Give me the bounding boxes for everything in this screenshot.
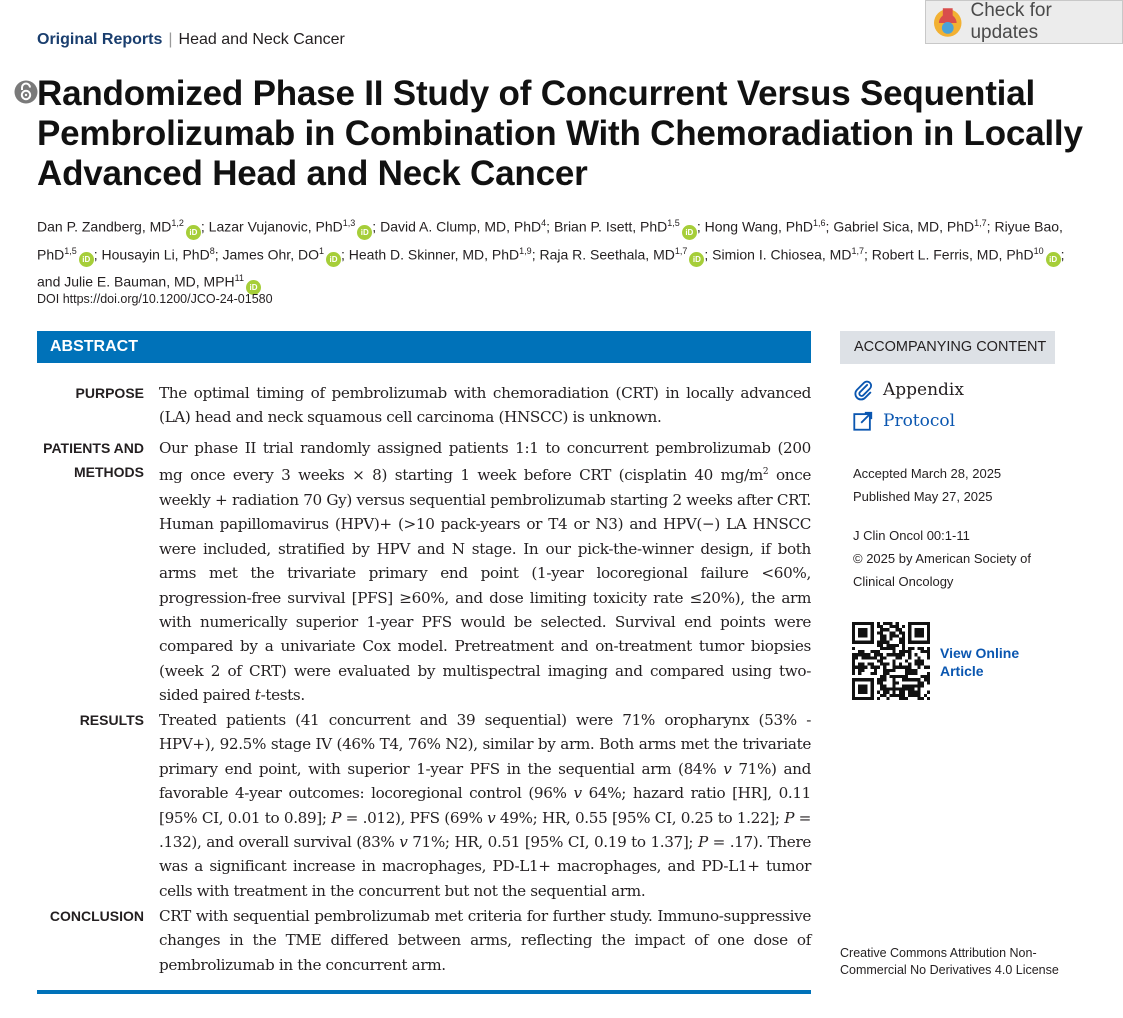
author-separator: ; bbox=[696, 218, 705, 235]
section-label[interactable]: Original Reports bbox=[37, 31, 163, 48]
author-name[interactable]: Brian P. Isett, PhD bbox=[553, 218, 668, 235]
header-separator: | bbox=[168, 31, 173, 48]
external-link-icon bbox=[852, 410, 874, 432]
author-separator: ; bbox=[546, 218, 554, 235]
author-affiliation: 1,2 bbox=[171, 218, 184, 228]
results-text: Treated patients (41 concurrent and 39 sequential) were 71% oropharynx (53% -HPV+), 92.5% stage IV (46% T4, 76% N2), similar by arm. Both arms met the trivariate primary end point, with superior 1-year PFS in the sequential arm (84% v 71%) and favorable 4-year outcomes: locoregional control (96% v 64%; hazard ratio [HR], 0.11 [95% CI, 0.01 to 0.89]; P = .012), PFS (69% v 49%; HR, 0.55 [95% CI, 0.25 to 1.22]; P = .132), and overall survival (83% v 71%; HR, 0.51 [95% CI, 0.19 to 1.37]; P = .17). There was a significant increase in macrophages, PD-L1+ macrophages, and PD-L1+ tumor cells with treatment in the concurrent but not the sequential arm. bbox=[159, 711, 811, 900]
author-affiliation: 4 bbox=[541, 218, 547, 228]
orcid-icon[interactable]: iD bbox=[246, 280, 261, 295]
author-name[interactable]: James Ohr, DO bbox=[222, 246, 319, 263]
author-name[interactable]: Robert L. Ferris, MD, PhD bbox=[871, 246, 1034, 263]
category-label[interactable]: Head and Neck Cancer bbox=[178, 31, 345, 48]
author-separator: ; bbox=[214, 246, 223, 263]
orcid-icon[interactable]: iD bbox=[186, 225, 201, 240]
orcid-icon[interactable]: iD bbox=[79, 252, 94, 267]
orcid-icon[interactable]: iD bbox=[1046, 252, 1061, 267]
author-separator: ; bbox=[825, 218, 834, 235]
author-affiliation: 1,3 bbox=[342, 218, 356, 228]
purpose-label: PURPOSE bbox=[75, 385, 144, 401]
accepted-date: Accepted March 28, 2025 bbox=[853, 466, 1002, 481]
author-affiliation: 1,5 bbox=[64, 245, 77, 256]
author-name[interactable]: Heath D. Skinner, MD, PhD bbox=[348, 246, 520, 263]
author-name[interactable]: Hong Wang, PhD bbox=[704, 218, 814, 235]
author-affiliation: 10 bbox=[1033, 245, 1044, 256]
orcid-icon[interactable]: iD bbox=[357, 225, 372, 240]
orcid-icon[interactable]: iD bbox=[326, 252, 341, 267]
article-type-line bbox=[37, 31, 345, 49]
check-for-updates-button[interactable] bbox=[925, 0, 1123, 44]
author-affiliation: 1,6 bbox=[813, 218, 826, 228]
author-separator: ; bbox=[531, 246, 540, 263]
orcid-icon[interactable]: iD bbox=[689, 252, 704, 267]
author-separator: ; bbox=[340, 246, 349, 263]
crossmark-icon bbox=[933, 4, 962, 40]
methods-label-line1: PATIENTS AND bbox=[43, 440, 144, 456]
author-affiliation: 1,7 bbox=[851, 245, 864, 256]
open-access-icon bbox=[14, 80, 38, 104]
protocol-label: Protocol bbox=[883, 411, 956, 431]
results-label: RESULTS bbox=[79, 712, 144, 728]
author-name[interactable]: Lazar Vujanovic, PhD bbox=[208, 218, 343, 235]
article-title: Randomized Phase II Study of Concurrent Versus Sequential Pembrolizumab in Combination With Chemoradiation in Locally Advanced Head and Neck Cancer bbox=[37, 74, 1083, 193]
author-name[interactable]: Simion I. Chiosea, MD bbox=[712, 246, 852, 263]
author-list bbox=[37, 212, 1077, 295]
author-separator: ; bbox=[372, 218, 381, 235]
author-name[interactable]: Riyue Bao, PhD bbox=[37, 218, 1063, 263]
purpose-text: The optimal timing of pembrolizumab with chemoradiation (CRT) in locally advanced (LA) head and neck squamous cell carcinoma (HNSCC) is unknown. bbox=[159, 384, 811, 427]
author-affiliation: 1,7 bbox=[974, 218, 987, 228]
author-separator: ; bbox=[704, 246, 713, 263]
publication-dates bbox=[853, 462, 1001, 508]
author-affiliation: 8 bbox=[209, 245, 215, 256]
author-affiliation: 11 bbox=[234, 273, 244, 284]
license-notice: Creative Commons Attribution Non-Commercial No Derivatives 4.0 License bbox=[840, 946, 1059, 977]
conclusion-text: CRT with sequential pembrolizumab met criteria for further study. Immuno-suppressive changes in the TME differed between arms, reflecting the impact of one dose of pembrolizumab in the concurrent arm. bbox=[159, 907, 811, 974]
author-separator: ; bbox=[93, 246, 102, 263]
copyright: © 2025 by American Society of Clinical Oncology bbox=[853, 551, 1031, 589]
citation-info bbox=[853, 524, 1053, 593]
author-affiliation: 1 bbox=[318, 245, 324, 256]
abstract-heading: ABSTRACT bbox=[37, 331, 811, 363]
protocol-link[interactable] bbox=[852, 410, 955, 432]
author-affiliation: 1,5 bbox=[667, 218, 680, 228]
doi-link[interactable]: DOI https://doi.org/10.1200/JCO-24-01580 bbox=[37, 292, 273, 306]
appendix-link[interactable] bbox=[852, 379, 964, 401]
published-date: Published May 27, 2025 bbox=[853, 489, 993, 504]
author-name[interactable]: Housayin Li, PhD bbox=[101, 246, 210, 263]
author-separator: ; bbox=[863, 246, 872, 263]
accompanying-content-heading: ACCOMPANYING CONTENT bbox=[840, 331, 1055, 364]
journal-citation: J Clin Oncol 00:1-11 bbox=[853, 528, 970, 543]
paperclip-icon bbox=[852, 379, 874, 401]
author-name[interactable]: David A. Clump, MD, PhD bbox=[380, 218, 542, 235]
abstract-bottom-rule bbox=[37, 990, 811, 994]
author-name[interactable]: Raja R. Seethala, MD bbox=[539, 246, 675, 263]
view-online-article-link[interactable]: View Online Article bbox=[940, 645, 1020, 679]
author-separator: ; and bbox=[37, 246, 1065, 290]
check-for-updates-label: Check for updates bbox=[970, 0, 1052, 43]
methods-text: Our phase II trial randomly assigned patients 1:1 to concurrent pembrolizumab (200 mg once every 3 weeks × 8) starting 1 week before CRT (cisplatin 40 $mg/m^2$ once weekly + radiation 70 Gy) versus sequential pembrolizumab starting 2 weeks after CRT. Human papillomavirus (HPV)+ (>10 pack-years or T4 or N3) and HPV(−) LA HNSCC were included, stratified by HPV and N stage. In our pick-the-winner design, if both arms met the trivariate primary end point (1-year locoregional failure <60%, progression-free survival [PFS] ≥60%, and dose limiting toxicity rate ≤20%), the arm with numerically superior 1-year PFS would be selected. Survival end points were compared by a univariate Cox model. Pretreatment and on-treatment tumor biopsies (week 2 of CRT) were evaluated by multispectral imaging and compared using two-sided paired t-tests. bbox=[159, 439, 812, 705]
author-name[interactable]: Dan P. Zandberg, MD bbox=[37, 218, 172, 235]
author-name[interactable]: Gabriel Sica, MD, PhD bbox=[833, 218, 975, 235]
qr-code[interactable] bbox=[852, 622, 930, 700]
methods-label bbox=[37, 436, 144, 485]
author-affiliation: 1,9 bbox=[519, 245, 532, 256]
conclusion-label: CONCLUSION bbox=[49, 908, 144, 924]
author-separator: ; bbox=[986, 218, 995, 235]
author-affiliation: 1,7 bbox=[674, 245, 688, 256]
methods-label-line2: METHODS bbox=[74, 464, 144, 481]
appendix-label: Appendix bbox=[883, 380, 964, 400]
orcid-icon[interactable]: iD bbox=[682, 225, 697, 240]
author-separator: ; bbox=[200, 218, 209, 235]
author-name[interactable]: Julie E. Bauman, MD, MPH bbox=[64, 273, 235, 290]
